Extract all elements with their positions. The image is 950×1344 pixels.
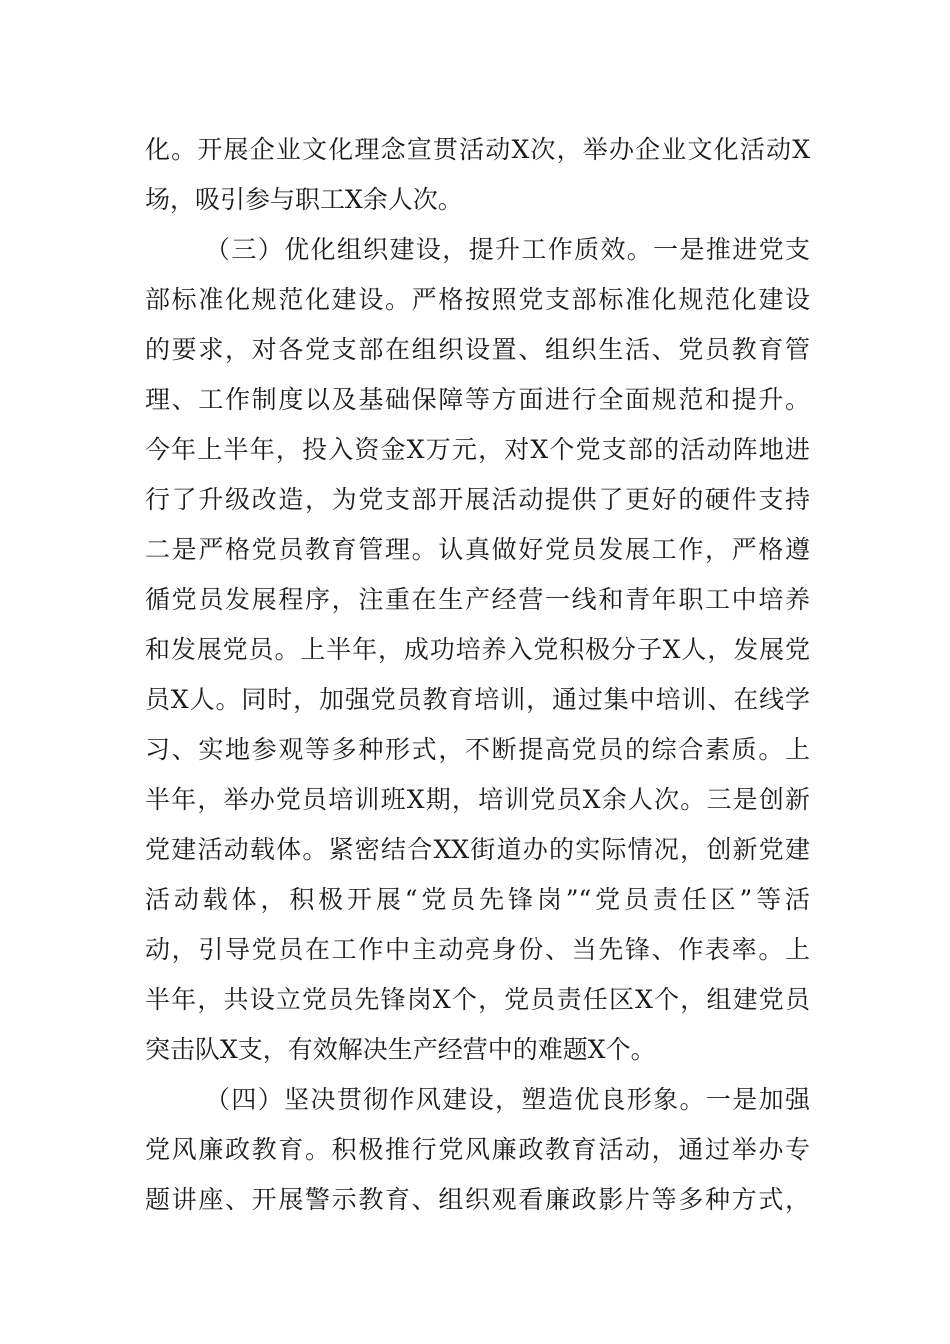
text-line: 部标准化规范化建设。严格按照党支部标准化规范化建设 — [145, 285, 810, 314]
text-line: 今年上半年，投入资金X万元，对X个党支部的活动阵地进 — [145, 435, 810, 464]
text-line: 半年，举办党员培训班X期，培训党员X余人次。三是创新 — [145, 785, 810, 814]
text-line: 突击队X支，有效解决生产经营中的难题X个。 — [145, 1035, 656, 1064]
text-line: 场，吸引参与职工X余人次。 — [145, 185, 463, 214]
text-line: 二是严格党员教育管理。认真做好党员发展工作，严格遵 — [145, 535, 810, 564]
text-line: 党风廉政教育。积极推行党风廉政教育活动，通过举办专 — [145, 1135, 810, 1164]
text-line: 党建活动载体。紧密结合XX街道办的实际情况，创新党建 — [145, 835, 810, 864]
text-line: 循党员发展程序，注重在生产经营一线和青年职工中培养 — [145, 585, 810, 614]
text-line: 化。开展企业文化理念宣贯活动X次，举办企业文化活动X — [145, 135, 810, 164]
text-line: 和发展党员。上半年，成功培养入党积极分子X人，发展党 — [145, 635, 810, 664]
text-line: 题讲座、开展警示教育、组织观看廉政影片等多种方式， — [145, 1185, 810, 1214]
section-heading-4: （四）坚决贯彻作风建设，塑造优良形象。一是加强 — [205, 1085, 810, 1114]
text-line: 活动载体，积极开展“党员先锋岗”“党员责任区”等活 — [145, 885, 810, 914]
section-heading-3: （三）优化组织建设，提升工作质效。一是推进党支 — [205, 235, 810, 264]
text-line: 员X人。同时，加强党员教育培训，通过集中培训、在线学 — [145, 685, 810, 714]
text-line: 半年，共设立党员先锋岗X个，党员责任区X个，组建党员 — [145, 985, 810, 1014]
text-line: 理、工作制度以及基础保障等方面进行全面规范和提升。 — [145, 385, 810, 414]
text-line: 习、实地参观等多种形式，不断提高党员的综合素质。上 — [145, 735, 810, 764]
text-line: 行了升级改造，为党支部开展活动提供了更好的硬件支持 — [145, 485, 810, 514]
text-line: 的要求，对各党支部在组织设置、组织生活、党员教育管 — [145, 335, 810, 364]
text-line: 动，引导党员在工作中主动亮身份、当先锋、作表率。上 — [145, 935, 810, 964]
